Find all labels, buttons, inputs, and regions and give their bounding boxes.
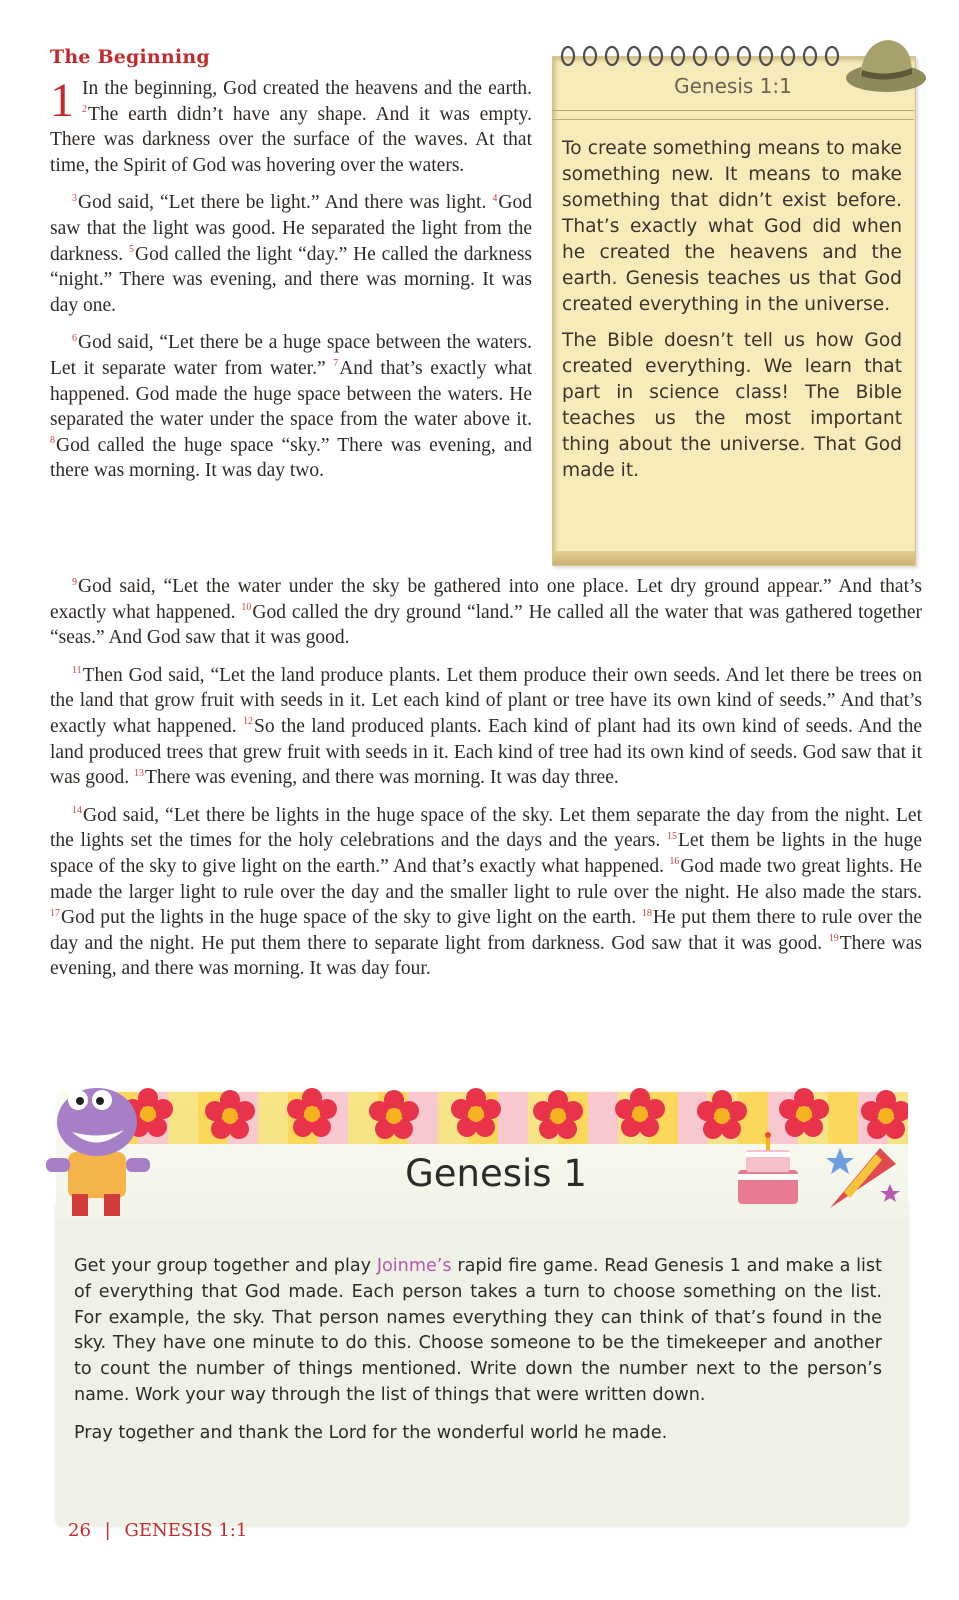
scripture-paragraph [50,76,532,178]
chapter-number: 1 [50,74,74,127]
spiral-binding-icon [556,42,856,70]
verse-number: 14 [72,805,82,817]
verse-number: 9 [72,576,77,588]
verse-text: He put them there to rule over the day and the night. He put them there to separate light from darkness. God saw that it was good. [50,907,922,954]
scripture-paragraph [50,574,922,651]
verse-text: Then God said, “Let the land produce plants. Let them produce their own seeds. And let there be trees on the land that grow fruit with seeds in it. Let each kind of plant or tree have its own kind of seeds.” And that’s exactly what happened. [50,664,922,737]
verse-text: And that’s exactly what happened. God made the huge space between the waters. He separated the water under the space from the water above it. [50,357,532,431]
note-paragraph: The Bible doesn’t tell us how God created everything. We learn that part in science class! The Bible teaches us the most important thing about the universe. That God made it. [562,330,902,481]
scripture-paragraph [50,330,532,484]
verse-text: There was evening, and there was morning. It was day four. [50,932,923,980]
verse-text: God saw that the light was good. He separated the light from the darkness. [50,192,532,265]
verse-number: 13 [133,767,144,779]
verse-number: 7 [333,358,339,370]
verse-number: 2 [82,104,87,116]
activity-title: Genesis 1 [405,1152,587,1195]
verse-text: God called the light “day.” He called the darkness “night.” There was evening, and there was morning. It was day one. [50,243,533,316]
verse-number: 17 [50,907,60,919]
verse-number: 5 [128,244,134,256]
verse-number: 16 [669,856,680,868]
verse-text: God said, “Let there be a huge space between the waters. Let it separate water from water.” [50,332,532,379]
verse-text: God made two great lights. He made the larger light to rule over the day and the smaller light to rule over the night. He also made the stars. [50,855,922,903]
verse-number: 6 [72,332,77,344]
scripture-paragraph [50,803,922,982]
note-paragraph: To create something means to make something new. It means to make something that didn’t exist before. That’s exactly what God did when he created the heavens and the earth. Genesis teaches us that God created everything in the universe. [562,138,902,315]
birthday-cake-icon [728,1130,808,1210]
study-note [548,36,922,566]
verse-text: God called the dry ground “land.” He called all the water that was gathered together “seas.” And God saw that it was good. [50,601,923,649]
verse-number: 19 [828,933,839,945]
verse-text: Let them be lights in the huge space of the sky to give light on the earth.” And that’s exactly what happened. [50,830,922,877]
verse-text: God called the huge space “sky.” There was evening, and there was morning. It was day two. [50,434,532,482]
scripture-paragraph-text [50,74,532,176]
verse-number: 11 [72,665,82,677]
activity-paragraph: Pray together and thank the Lord for the wonderful world he made. [74,1422,668,1443]
verse-number: 15 [667,830,677,842]
joinme-highlight: Joinme’s [376,1256,452,1276]
verse-text: God put the lights in the huge space of the sky to give light on the earth. [61,907,642,929]
scripture-left-column [50,76,532,496]
verse-text: God said, “Let there be lights in the huge space of the sky. Let them separate the day from the night. Let the lights set the times for the holy celebrations and the days and the years. [50,804,922,852]
verse-text: So the land produced plants. Each kind of plant had its own kind of seeds. And the land produced trees that grew fruit with seeds in it. Each kind of tree had its own kind of seeds. God saw that it was good. [50,715,922,789]
hippo-mascot-icon [42,1070,152,1220]
verse-text: God said, “Let the water under the sky be gathered into one place. Let dry ground appear.” And that’s exactly what happened. [50,576,922,623]
verse-number: 3 [72,192,77,204]
verse-number: 8 [50,435,55,447]
scripture-paragraph [50,190,532,318]
page-number: 26 [68,1520,91,1541]
activity-paragraph: Get your group together and play Joinme’s rapid fire game. Read Genesis 1 and make a list of everything that God made. Each person takes a turn to choose something on the list. For example, the sky. That person names everything they can think of that’s found in the sky. They have one minute to do this. Choose someone to be the timekeeper and another to count the number of things mentioned. Write down the number next to the person’s name. Work your way through the list of things that were written down. [74,1256,882,1405]
verse-text: There was evening, and there was morning. It was day three. [144,767,619,789]
page-footer [68,1520,247,1541]
scripture-paragraph [50,663,922,791]
verse-number: 10 [241,602,252,614]
verse-number: 12 [243,716,254,728]
section-heading: The Beginning [50,46,210,68]
note-title: Genesis 1:1 [674,74,792,98]
scripture-full-column [50,574,922,994]
verse-text: The earth didn’t have any shape. And it was empty. There was darkness over the surface of the waves. At that time, the Spirit of God was hovering over the waters. [50,103,532,176]
note-body [562,136,902,494]
activity-body [74,1254,882,1459]
verse-number: 4 [492,192,498,204]
footer-reference: GENESIS 1:1 [124,1520,248,1541]
verse-text: In the beginning, God created the heavens and the earth. [82,78,532,99]
party-popper-icon [820,1128,906,1218]
verse-number: 18 [641,907,652,919]
verse-text: God said, “Let there be light.” And there was light. [78,192,493,214]
footer-separator: | [104,1520,111,1541]
note-divider [552,110,914,120]
activity-box [48,1090,910,1528]
